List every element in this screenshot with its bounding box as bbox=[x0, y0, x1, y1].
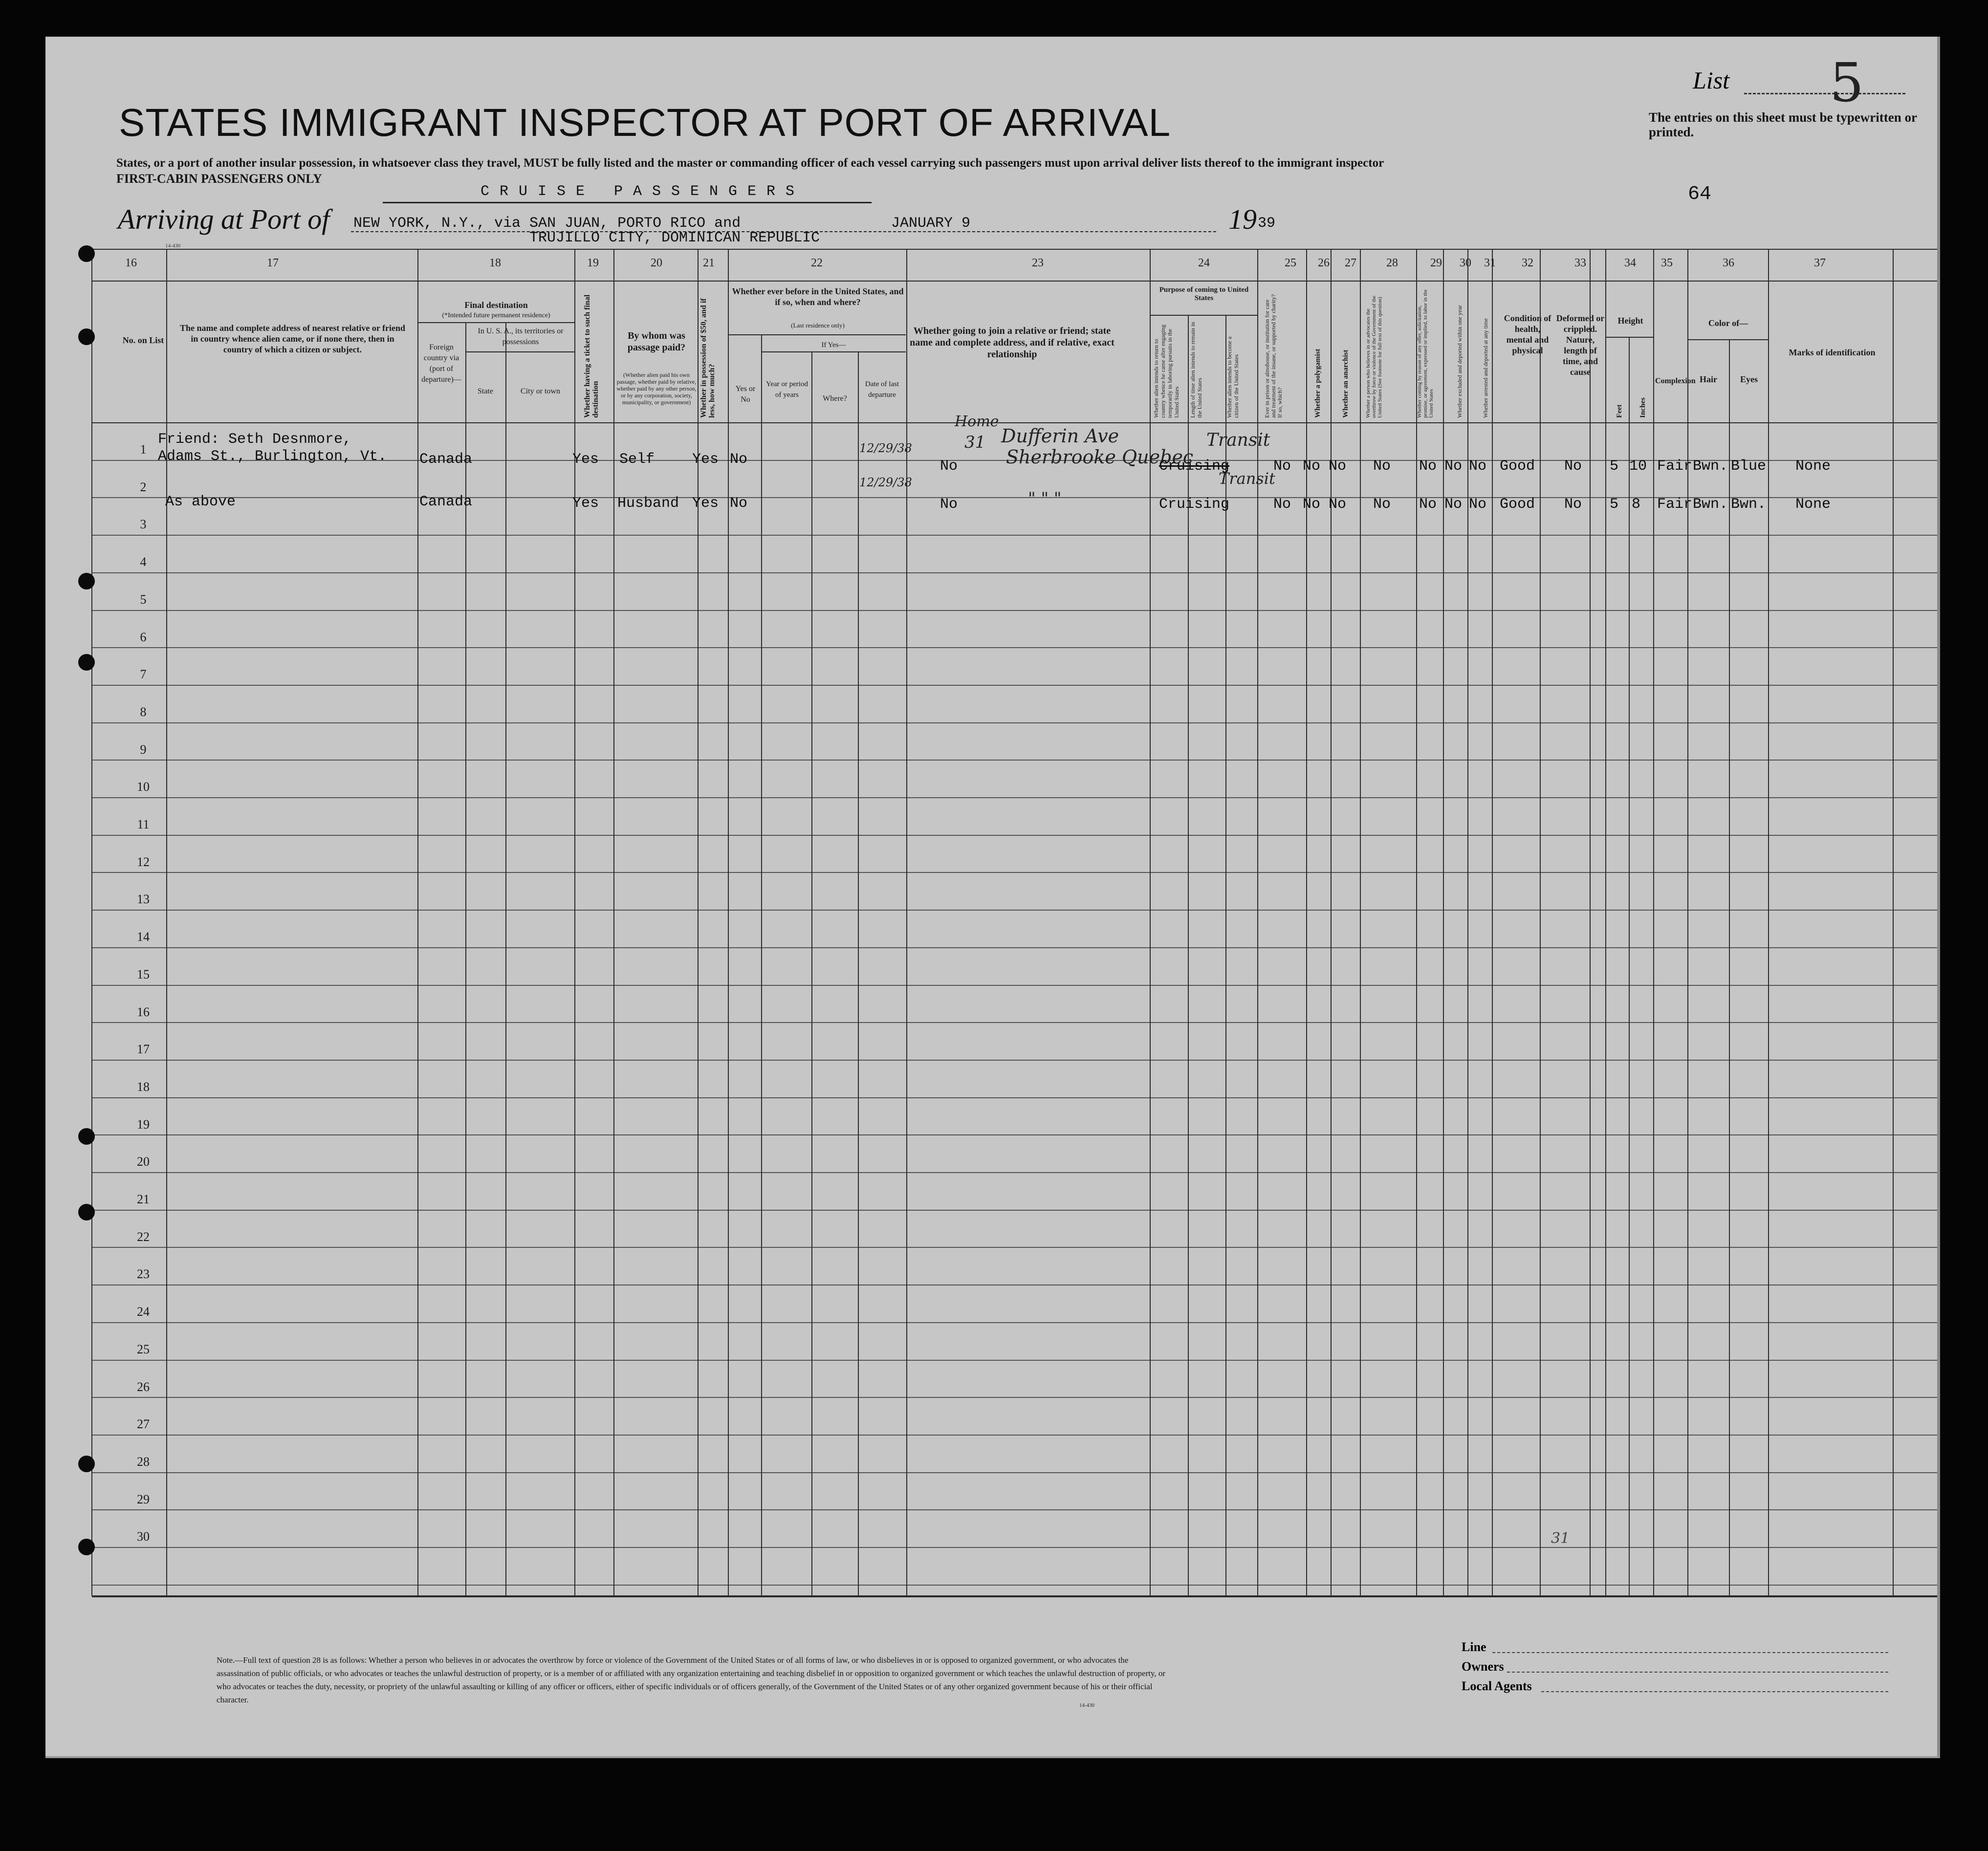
header-eyes: Eyes bbox=[1740, 374, 1758, 384]
col-num-24: 24 bbox=[1198, 257, 1210, 269]
col-num-28: 28 bbox=[1386, 257, 1398, 269]
row-number: 27 bbox=[137, 1417, 150, 1431]
q30: No bbox=[1444, 496, 1463, 513]
q29: No bbox=[1419, 496, 1437, 513]
header-final-destination: Final destination bbox=[464, 300, 528, 310]
purpose: Cruising bbox=[1159, 458, 1230, 475]
q31: No bbox=[1469, 458, 1487, 475]
health: Good bbox=[1500, 496, 1535, 513]
foreign-country: Canada bbox=[419, 451, 473, 468]
col-num-31: 31 bbox=[1484, 257, 1496, 269]
row-number: 5 bbox=[140, 592, 147, 607]
col-num-34: 34 bbox=[1624, 257, 1636, 269]
hand-home: Home bbox=[955, 413, 999, 430]
hair: Bwn. bbox=[1693, 496, 1728, 513]
complexion: Fair bbox=[1657, 496, 1693, 513]
header-year-period: Year or period of years bbox=[766, 380, 808, 399]
hand-address2: Sherbrooke Quebec bbox=[1006, 446, 1194, 468]
page-title: STATES IMMIGRANT INSPECTOR AT PORT OF ARRIVAL bbox=[119, 101, 1171, 144]
cruise-label: CRUISE PASSENGERS bbox=[481, 183, 805, 200]
form-code-footer: 14-430 bbox=[1079, 1702, 1095, 1708]
col-num-20: 20 bbox=[651, 257, 662, 269]
header-q31: Whether arrested and deported at any time bbox=[1482, 318, 1489, 418]
row-number: 22 bbox=[137, 1230, 150, 1244]
header-city: City or town bbox=[521, 387, 560, 395]
header-where: Where? bbox=[823, 394, 847, 403]
col-num-21: 21 bbox=[703, 257, 715, 269]
header-marks: Marks of identification bbox=[1789, 348, 1876, 357]
header-state: State bbox=[478, 387, 493, 395]
col-num-32: 32 bbox=[1522, 257, 1533, 269]
join-relative: No bbox=[940, 496, 958, 513]
header-purpose-c: Whether alien intends to become a citizen of the United States bbox=[1226, 336, 1240, 418]
row-number: 19 bbox=[137, 1117, 150, 1132]
stray-mark: 31 bbox=[1551, 1530, 1570, 1547]
row-number: 3 bbox=[140, 517, 147, 531]
q26: No bbox=[1303, 496, 1321, 513]
col-num-16: 16 bbox=[125, 257, 137, 269]
last-departure: 12/29/38 bbox=[859, 476, 912, 489]
header-feet: Feet bbox=[1616, 404, 1623, 418]
marks: None bbox=[1795, 496, 1831, 513]
header-if-yes: If Yes— bbox=[821, 341, 846, 349]
relative-line1: As above bbox=[165, 494, 236, 510]
header-before-us: Whether ever before in the United States, and if so, when and where? bbox=[732, 286, 904, 307]
row-number: 20 bbox=[137, 1154, 150, 1169]
row-number: 12 bbox=[137, 855, 150, 869]
subtitle: States, or a port of another insular possession, in whatsoever class they travel, MUST be fully listed and the master or commanding officer of each vessel carrying such passengers must upon arrival deliver lists thereof to the immigrant inspector bbox=[116, 156, 1384, 170]
row-number: 1 bbox=[140, 442, 147, 457]
header-before-us-sub: (Last residence only) bbox=[791, 322, 845, 329]
owners-field bbox=[1507, 1672, 1888, 1673]
q25: No bbox=[1273, 458, 1291, 475]
last-departure: 12/29/38 bbox=[859, 441, 912, 455]
row-number: 6 bbox=[140, 630, 147, 644]
col-num-36: 36 bbox=[1723, 257, 1734, 269]
eyes: Blue bbox=[1731, 458, 1767, 475]
row-number: 24 bbox=[137, 1305, 150, 1319]
marks: None bbox=[1795, 458, 1831, 475]
header-q29: Whether coming by reason of any offer, solicitation, promise, or agreement, expressed or implied, to labor in the United States bbox=[1417, 289, 1434, 418]
relative-line1: Friend: Seth Desnmore, bbox=[158, 431, 352, 448]
paid-by: Husband bbox=[617, 495, 679, 512]
agents-label: Local Agents bbox=[1462, 1679, 1532, 1693]
row-number: 25 bbox=[137, 1342, 150, 1356]
row-number: 23 bbox=[137, 1267, 150, 1281]
col-num-35: 35 bbox=[1661, 257, 1673, 269]
purpose: Cruising bbox=[1159, 496, 1230, 513]
hand-home-no: 31 bbox=[964, 433, 986, 452]
binder-hole bbox=[78, 1204, 95, 1220]
q26: No bbox=[1303, 458, 1321, 475]
arriving-label: Arriving at Port of bbox=[118, 203, 330, 235]
line-field bbox=[1492, 1652, 1888, 1653]
hand-address1: Dufferin Ave bbox=[1001, 425, 1119, 447]
header-money: Whether in possession of $50, and if less, how much? bbox=[699, 298, 716, 418]
row-number: 15 bbox=[137, 967, 150, 981]
row-number: 8 bbox=[140, 705, 147, 719]
year-suffix: 39 bbox=[1258, 215, 1276, 232]
q30: No bbox=[1444, 458, 1463, 475]
col-num-18: 18 bbox=[489, 257, 501, 269]
year-prefix: 19 bbox=[1228, 203, 1257, 235]
eyes: Bwn. bbox=[1731, 496, 1767, 513]
arrival-date: JANUARY 9 bbox=[891, 215, 971, 232]
col-num-30: 30 bbox=[1460, 257, 1471, 269]
owners-label: Owners bbox=[1462, 1659, 1504, 1674]
header-inches: Inches bbox=[1639, 397, 1647, 418]
hand-purpose: Transit bbox=[1206, 430, 1270, 450]
header-join-relative: Whether going to join a relative or friend; state name and complete address, and if relative, exact relationship bbox=[910, 326, 1114, 360]
port-line-1: NEW YORK, N.Y., via SAN JUAN, PORTO RICO and bbox=[353, 215, 741, 232]
col-num-26: 26 bbox=[1318, 257, 1330, 269]
header-paid-by-sub: (Whether alien paid his own passage, whether paid by relative, whether paid by any other person, or by any corporation, society, municipality, or government) bbox=[616, 371, 697, 406]
header-foreign-country: Foreign country via (port of departure)— bbox=[421, 343, 461, 384]
row-number: 2 bbox=[140, 480, 147, 494]
header-complexion: Complexion bbox=[1655, 377, 1696, 385]
inches: 10 bbox=[1629, 458, 1647, 475]
header-final-destination-sub: (*Intended future permanent residence) bbox=[442, 312, 550, 319]
binder-hole bbox=[78, 573, 95, 589]
row-number: 13 bbox=[137, 892, 150, 906]
header-purpose-b: Length of time alien intends to remain in the United States bbox=[1189, 322, 1203, 418]
form-code-top: 14-430 bbox=[165, 243, 181, 249]
header-health: Condition of health, mental and physical bbox=[1504, 313, 1551, 355]
foreign-country: Canada bbox=[419, 494, 473, 510]
row-number: 18 bbox=[137, 1080, 150, 1094]
binder-hole bbox=[78, 1539, 95, 1555]
col-num-19: 19 bbox=[587, 257, 599, 269]
header-deformed: Deformed or crippled. Nature, length of time, and cause bbox=[1556, 313, 1605, 377]
col-num-37: 37 bbox=[1814, 257, 1826, 269]
row-number: 17 bbox=[137, 1042, 150, 1056]
q25: No bbox=[1273, 496, 1291, 513]
q28: No bbox=[1373, 496, 1391, 513]
row-number: 10 bbox=[137, 780, 150, 794]
header-height: Height bbox=[1617, 316, 1643, 326]
q27: No bbox=[1329, 458, 1347, 475]
header-ticket: Whether having a ticket to such final destination bbox=[583, 294, 600, 418]
col-num-23: 23 bbox=[1032, 257, 1044, 269]
col-num-27: 27 bbox=[1345, 257, 1356, 269]
money: Yes bbox=[692, 451, 719, 468]
feet: 5 bbox=[1610, 458, 1619, 475]
q27: No bbox=[1329, 496, 1347, 513]
header-last-departure: Date of last departure bbox=[865, 380, 899, 399]
header-q28: Whether a person who believes in or advocates the overthrow by force or violence of the Government of the United States (See footnote for full text of this question) bbox=[1365, 295, 1383, 418]
header-anarchist: Whether an anarchist bbox=[1342, 349, 1350, 418]
q29: No bbox=[1419, 458, 1437, 475]
relative-line2: Adams St., Burlington, Vt. bbox=[158, 448, 387, 465]
ticket: Yes bbox=[572, 495, 599, 512]
binder-hole bbox=[78, 654, 95, 671]
deformed: No bbox=[1564, 496, 1582, 513]
money: Yes bbox=[692, 495, 719, 512]
header-no-on-list: No. on List bbox=[122, 335, 164, 345]
binder-hole bbox=[78, 245, 95, 262]
row-number: 9 bbox=[140, 742, 147, 757]
port-line-2: TRUJILLO CITY, DOMINICAN REPUBLIC bbox=[529, 230, 820, 246]
footnote: Note.—Full text of question 28 is as follows: Whether a person who believes in or advocates the overthrow by force or violence of the Government of the United States or of all forms of law, or who disbelieves in or is opposed to organized government, or who advocates the assassination of public officials, or who advocates or teaches the unlawful destruction of property, or is a member of or affiliated with any organization entertaining and teaching disbelief in or opposition to organized government or which teaches the unlawful destruction of property, or who advocates or teaches the duty, necessity, or propriety of the unlawful assaulting or killing of any officer or officers, either of specific individuals or of officers generally, of the Government of the United States or of any other organized government because of his or their official character. bbox=[217, 1655, 1166, 1704]
header-relative: The name and complete address of nearest relative or friend in country whence alien came, or if none there, then in country of which a citizen or subject. bbox=[179, 323, 406, 354]
header-q30: Whether excluded and deported within one year bbox=[1456, 305, 1463, 418]
binder-hole bbox=[78, 1456, 95, 1472]
row-number: 30 bbox=[137, 1529, 150, 1544]
col-num-25: 25 bbox=[1285, 257, 1296, 269]
feet: 5 bbox=[1610, 496, 1619, 513]
deformed: No bbox=[1564, 458, 1582, 475]
col-num-33: 33 bbox=[1574, 257, 1586, 269]
row-number: 7 bbox=[140, 667, 147, 681]
before-us: No bbox=[730, 451, 748, 468]
row-number: 29 bbox=[137, 1492, 150, 1506]
header-prison: Ever in prison or almshouse, or institution for care and treatment of the insane, or supported by charity? If so, which? bbox=[1264, 294, 1283, 418]
header-color-of: Color of— bbox=[1708, 318, 1748, 328]
header-polygamist: Whether a polygamist bbox=[1314, 348, 1322, 418]
hair: Bwn. bbox=[1693, 458, 1728, 475]
typewritten-notice: The entries on this sheet must be typewritten or printed. bbox=[1649, 110, 1917, 139]
before-us: No bbox=[730, 495, 748, 512]
header-purpose-a: Whether alien intends to return to country whence he came after engaging temporarily in laboring pursuits in the United States bbox=[1153, 325, 1180, 418]
paid-by: Self bbox=[619, 451, 655, 468]
header-hair: Hair bbox=[1700, 374, 1717, 384]
list-label: List bbox=[1693, 66, 1730, 94]
col-num-29: 29 bbox=[1430, 257, 1442, 269]
header-yes-no: Yes or No bbox=[735, 385, 756, 404]
agents-field bbox=[1541, 1691, 1888, 1692]
row-number: 16 bbox=[137, 1005, 150, 1019]
binder-hole bbox=[78, 1128, 95, 1145]
table-grid bbox=[45, 37, 1937, 1756]
q31: No bbox=[1469, 496, 1487, 513]
row-number: 14 bbox=[137, 930, 150, 944]
class-line: FIRST-CABIN PASSENGERS ONLY bbox=[116, 172, 322, 186]
join-relative: No bbox=[940, 458, 958, 475]
page-number: 64 bbox=[1688, 183, 1712, 205]
manifest-sheet bbox=[45, 37, 1940, 1758]
health: Good bbox=[1500, 458, 1535, 475]
hand-purpose: Transit bbox=[1219, 469, 1275, 488]
header-purpose: Purpose of coming to United States bbox=[1159, 286, 1249, 302]
ticket: Yes bbox=[572, 451, 599, 468]
complexion: Fair bbox=[1657, 458, 1693, 475]
row-number: 4 bbox=[140, 555, 147, 569]
row-number: 28 bbox=[137, 1455, 150, 1469]
binder-hole bbox=[78, 328, 95, 345]
col-num-22: 22 bbox=[811, 257, 823, 269]
header-paid-by: By whom was passage paid? bbox=[627, 330, 686, 353]
line-label: Line bbox=[1462, 1640, 1486, 1654]
row-number: 21 bbox=[137, 1192, 150, 1206]
col-num-17: 17 bbox=[267, 257, 279, 269]
row-number: 11 bbox=[137, 817, 150, 831]
row-number: 26 bbox=[137, 1380, 150, 1394]
header-usa: In U. S. A., its territories or possessions bbox=[478, 327, 564, 346]
hand-ditto: " " " bbox=[1028, 489, 1062, 508]
inches: 8 bbox=[1632, 496, 1641, 513]
list-number: 5 bbox=[1830, 51, 1864, 114]
q28: No bbox=[1373, 458, 1391, 475]
